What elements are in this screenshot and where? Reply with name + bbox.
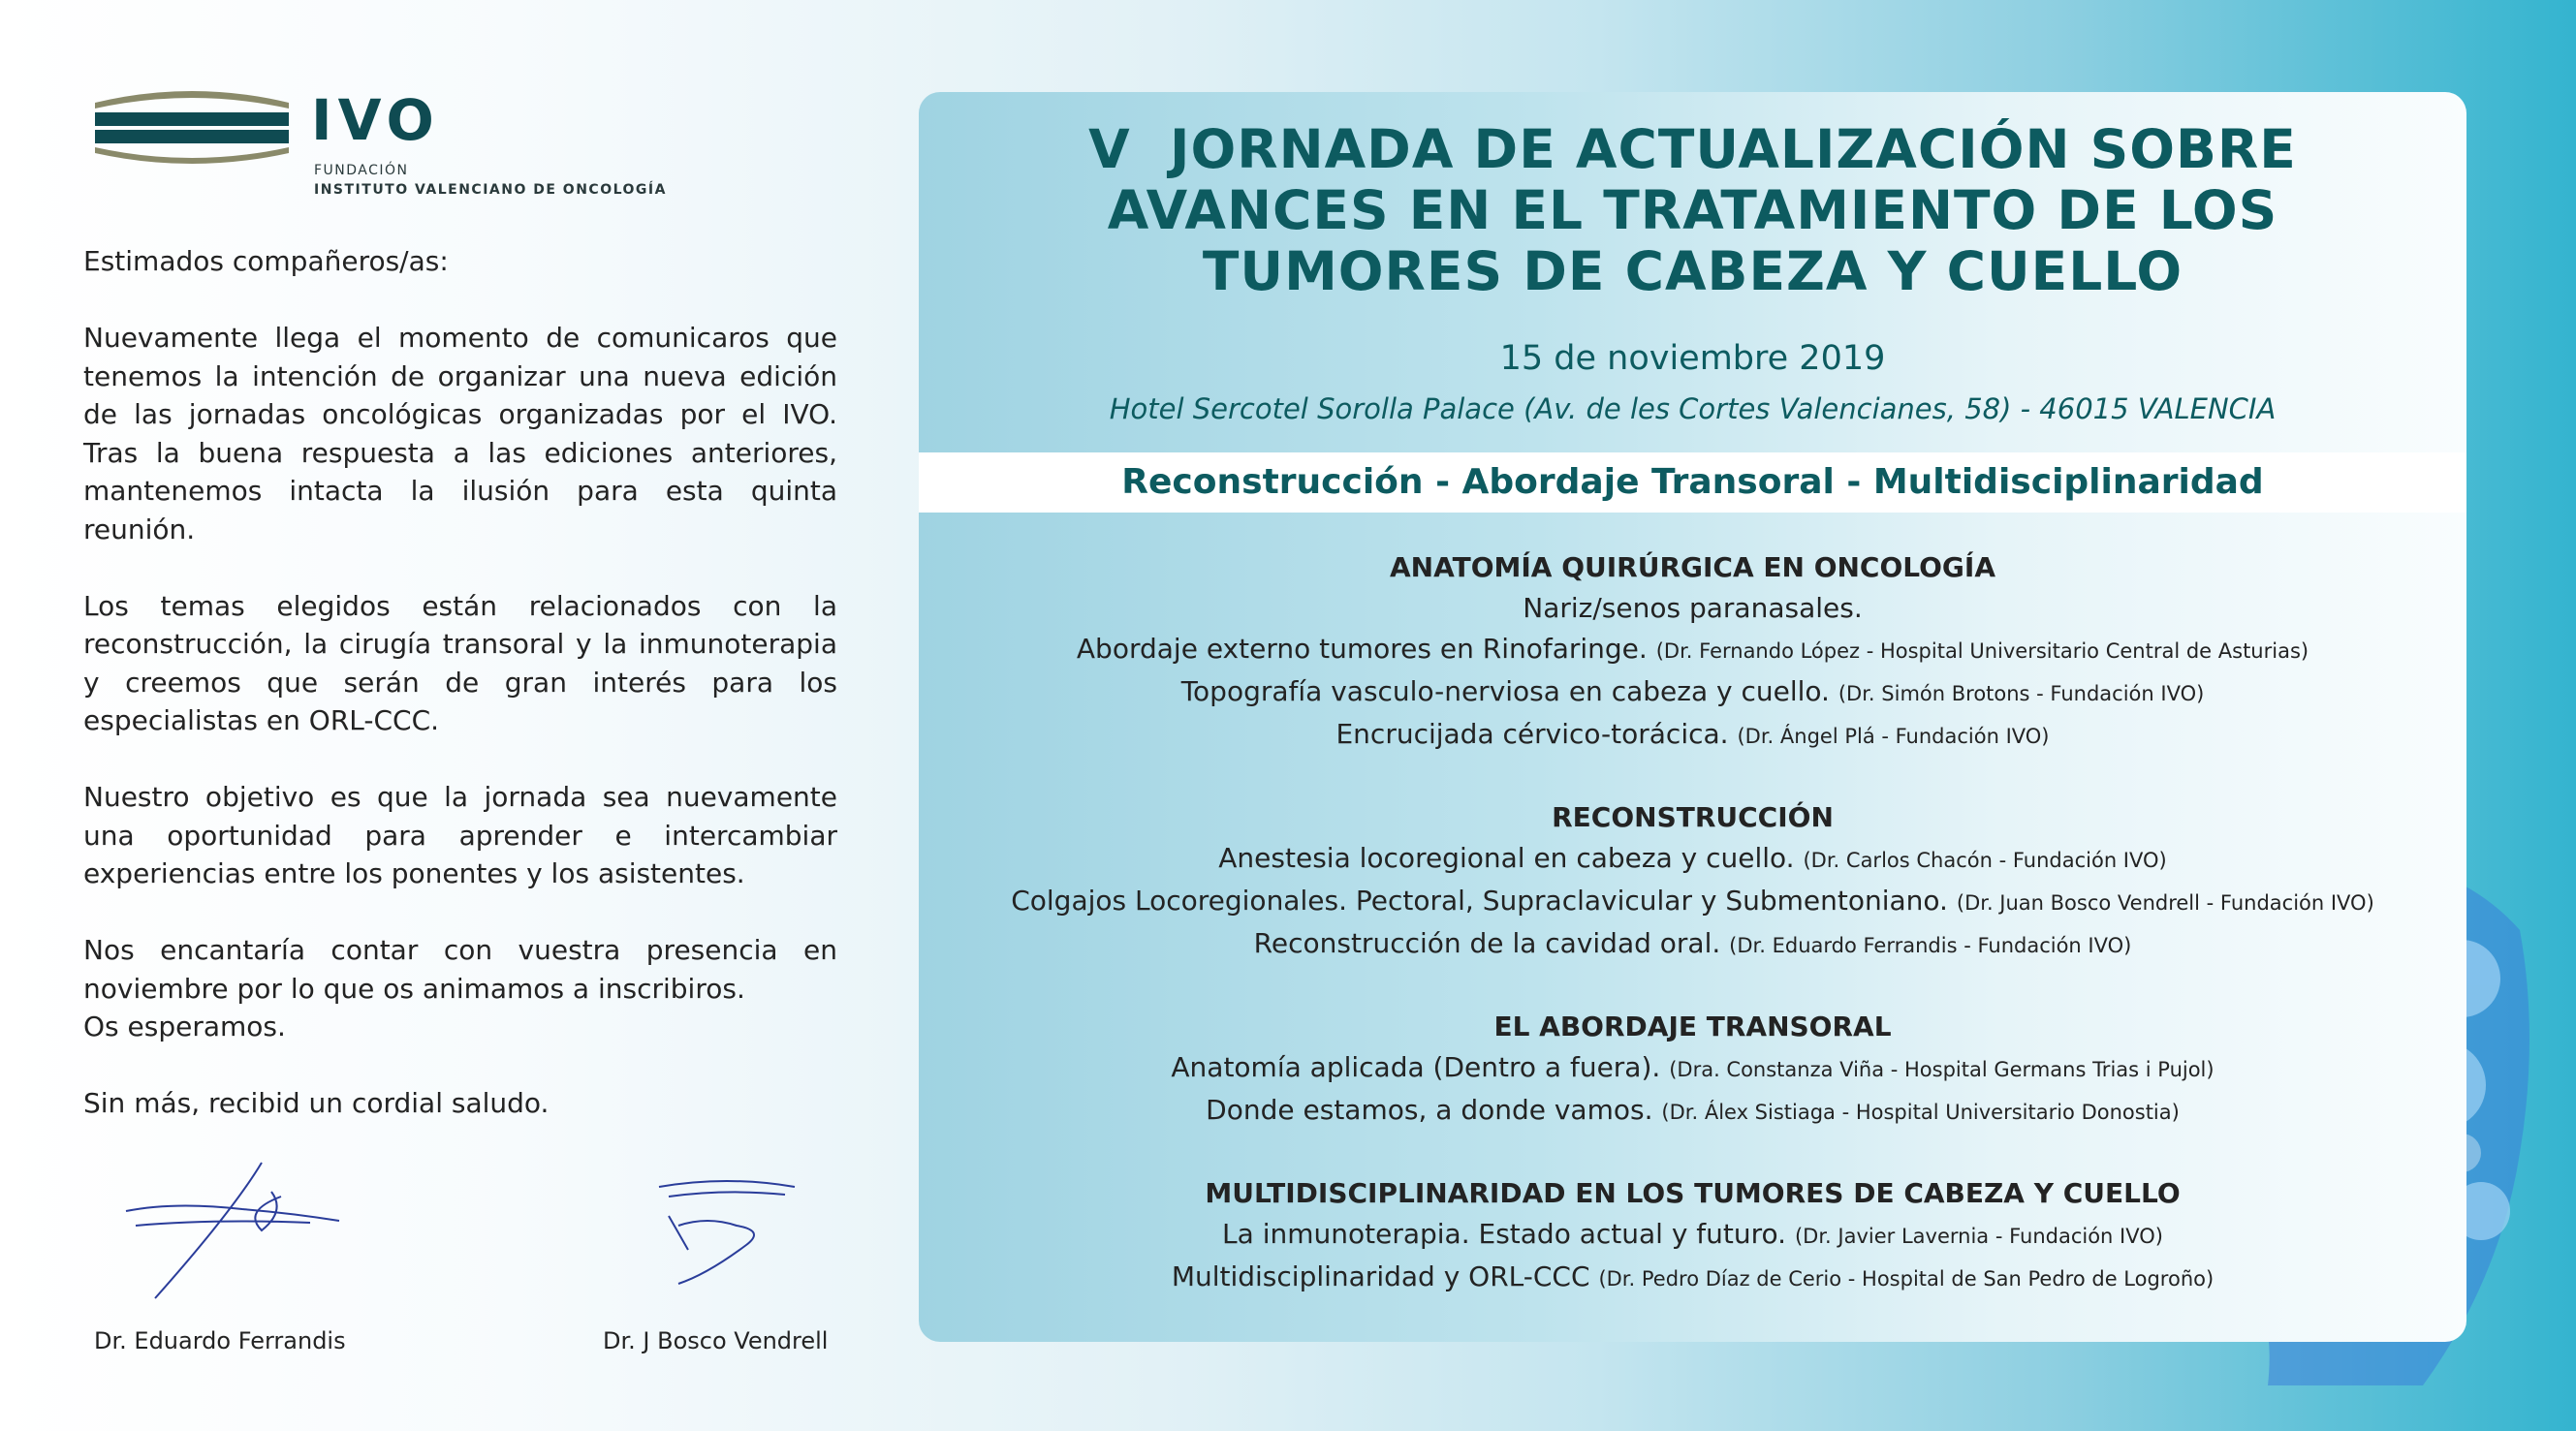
letter-greeting: Estimados compañeros/as: [83,245,449,277]
logo-subtitle-1: FUNDACIÓN [314,163,409,178]
ivo-logo-icon [83,76,301,172]
letter-paragraph-1: Nuevamente llega el momento de comunicaros que tenemos la intención de organizar una nueva edición de las jornadas oncológicas organizadas por el IVO. Tras la buena respuesta a las ediciones anteriores, mantenemos intacta la ilusión para esta quinta reunión. [83,322,837,545]
program-item [919,881,2466,923]
event-panel [919,92,2466,1342]
letter-body [83,242,837,1161]
talk-title: Anatomía aplicada (Dentro a fuera). [1171,1051,1661,1083]
talk-title: Topografía vasculo-nerviosa en cabeza y cuello. [1180,675,1830,707]
ivo-logo [83,76,684,202]
letter-paragraph-2: Los temas elegidos están relacionados con la reconstrucción, la cirugía transoral y la inmunoterapia y creemos que serán de gran interés para los especialistas en ORL-CCC. [83,589,837,736]
talk-speaker: (Dr. Fernando López - Hospital Universitario Central de Asturias) [1655,639,2309,663]
program-item [919,1257,2466,1299]
section-title: MULTIDISCIPLINARIDAD EN LOS TUMORES DE CABEZA Y CUELLO [1205,1177,2181,1209]
signature-vendrell [640,1158,814,1293]
talk-title: Multidisciplinaridad y ORL-CCC [1171,1260,1590,1292]
section-title: RECONSTRUCCIÓN [1552,801,1834,833]
signer-name-1: Dr. Eduardo Ferrandis [94,1327,346,1354]
program-item [919,1214,2466,1257]
event-date: 15 de noviembre 2019 [1499,339,1886,378]
event-venue: Hotel Sercotel Sorolla Palace (Av. de les Cortes Valencianes, 58) - 46015 VALENCIA [1109,392,2277,425]
logo-subtitle-2: INSTITUTO VALENCIANO DE ONCOLOGÍA [314,182,667,198]
talk-speaker: (Dr. Javier Lavernia - Fundación IVO) [1794,1225,2163,1248]
talk-speaker: (Dr. Ángel Plá - Fundación IVO) [1737,725,2050,748]
talk-speaker: (Dr. Juan Bosco Vendrell - Fundación IVO) [1956,891,2374,915]
program-item [919,1047,2466,1090]
talk-speaker: (Dra. Constanza Viña - Hospital Germans Trias i Pujol) [1669,1058,2215,1081]
talk-speaker: (Dr. Simón Brotons - Fundación IVO) [1838,682,2205,705]
event-subtitle: Reconstrucción - Abordaje Transoral - Multidisciplinaridad [1121,462,2264,502]
talk-title: Reconstrucción de la cavidad oral. [1253,927,1721,959]
letter-paragraph-4: Nos encantaría contar con vuestra presencia en noviembre por lo que os animamos a inscribiros. [83,934,837,1005]
event-title [919,119,2466,302]
logo-wordmark: IVO [311,87,440,153]
program-item [919,923,2466,966]
talk-speaker: (Dr. Álex Sistiaga - Hospital Universitario Donostia) [1661,1101,2180,1124]
signature-ferrandis [116,1153,359,1308]
section-title: EL ABORDAJE TRANSORAL [1493,1011,1892,1042]
talk-title: Anestesia locoregional en cabeza y cuello. [1218,842,1795,874]
program-item [919,671,2466,714]
event-title-line-2: AVANCES EN EL TRATAMIENTO DE LOS [1107,179,2278,241]
program-item [919,714,2466,757]
program-item [919,1090,2466,1133]
section-title: ANATOMÍA QUIRÚRGICA EN ONCOLOGÍA [1390,551,1995,583]
talk-title: Donde estamos, a donde vamos. [1206,1094,1653,1126]
talk-speaker: (Dr. Eduardo Ferrandis - Fundación IVO) [1729,934,2132,957]
talk-title: Colgajos Locoregionales. Pectoral, Supraclavicular y Submentoniano. [1011,885,1948,917]
event-title-line-3: TUMORES DE CABEZA Y CUELLO [1202,240,2183,302]
talk-title: La inmunoterapia. Estado actual y futuro. [1222,1218,1787,1250]
event-title-line-1: V JORNADA DE ACTUALIZACIÓN SOBRE [1088,118,2297,180]
talk-title: Abordaje externo tumores en Rinofaringe. [1076,633,1648,665]
talk-speaker: (Dr. Pedro Díaz de Cerio - Hospital de San Pedro de Logroño) [1598,1267,2215,1291]
program-item [919,838,2466,881]
program [919,547,2466,1299]
talk-title: Nariz/senos paranasales. [1523,592,1863,624]
letter-paragraph-5: Os esperamos. [83,1011,286,1042]
program-item [919,629,2466,671]
talk-title: Encrucijada cérvico-torácica. [1335,718,1729,750]
letter-closing: Sin más, recibid un cordial saludo. [83,1087,550,1119]
program-item [919,588,2466,629]
talk-speaker: (Dr. Carlos Chacón - Fundación IVO) [1803,849,2167,872]
letter-paragraph-3: Nuestro objetivo es que la jornada sea nuevamente una oportunidad para aprender e intercambiar experiencias entre los ponentes y los asistentes. [83,781,837,889]
signer-name-2: Dr. J Bosco Vendrell [603,1327,829,1354]
